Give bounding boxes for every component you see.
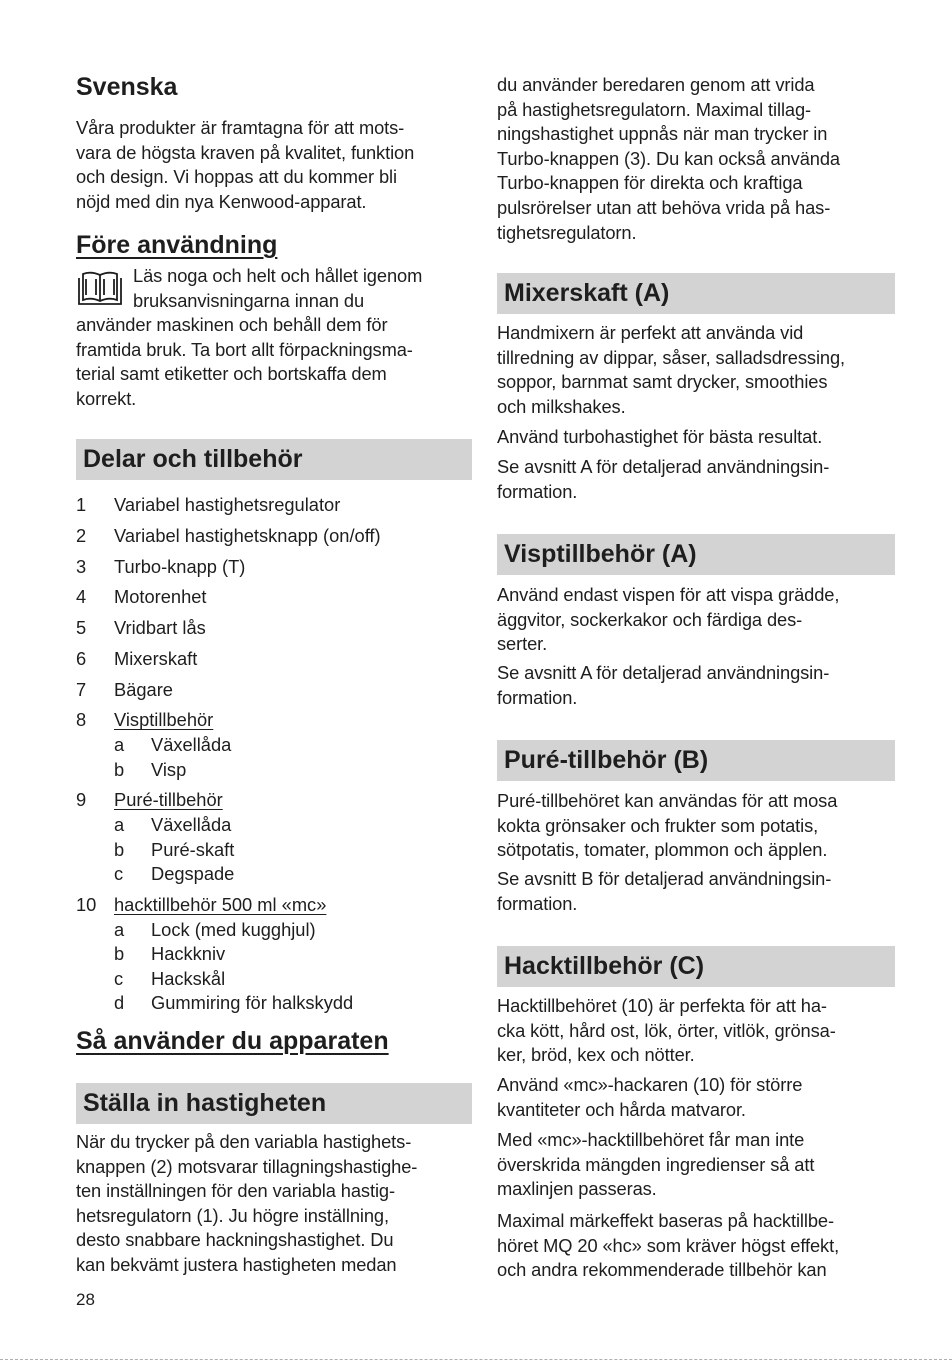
speed-text-continued: du använder beredaren genom att vrida på hastighetsregulatorn. Maximal tillag- ningshastighet uppnås när man trycker in Turbo-knappen (3). Du kan också använda Turbo-knappen för direkta och kraftiga pulsrörelser utan att behöva vrida på has- tighetsregulatorn. bbox=[497, 74, 840, 243]
sub-letter: c bbox=[114, 967, 124, 989]
list-item bbox=[76, 708, 472, 782]
item-number: 6 bbox=[76, 647, 87, 669]
sub-label: Växellåda bbox=[151, 734, 232, 756]
item-number: 4 bbox=[76, 586, 87, 608]
sub-label: Hackkniv bbox=[151, 943, 226, 965]
item-label: hacktillbehör 500 ml «mc» bbox=[114, 894, 327, 915]
mixer-paragraph-2: Använd turbohastighet för bästa resultat. bbox=[497, 426, 823, 447]
sub-list-item bbox=[76, 991, 472, 1016]
item-number: 9 bbox=[76, 789, 87, 811]
item-number: 2 bbox=[76, 524, 87, 546]
sub-label: Växellåda bbox=[151, 814, 232, 836]
puree-heading: Puré-tillbehör (B) bbox=[497, 740, 895, 781]
item-label: Mixerskaft bbox=[114, 647, 198, 669]
sub-list-item bbox=[76, 862, 472, 887]
item-number: 5 bbox=[76, 617, 87, 639]
mixer-paragraph-1: Handmixern är perfekt att använda vid tillredning av dippar, såser, salladsdressing, soppor, barnmat samt drycker, smoothies och milkshakes. bbox=[497, 322, 846, 417]
item-number: 1 bbox=[76, 494, 87, 515]
sub-letter: c bbox=[114, 863, 124, 885]
sub-list-item bbox=[76, 758, 472, 783]
chop-heading: Hacktillbehör (C) bbox=[497, 946, 895, 987]
intro-paragraph: Våra produkter är framtagna för att mots- vara de högsta kraven på kvalitet, funktion och design. Vi hoppas att du kommer bli nöjd med din nya Kenwood-apparat. bbox=[76, 117, 415, 212]
speed-heading: Ställa in hastigheten bbox=[76, 1083, 472, 1124]
sub-list bbox=[76, 733, 472, 782]
item-number: 8 bbox=[76, 709, 87, 731]
sub-list-item bbox=[76, 838, 472, 863]
sub-letter: b bbox=[114, 943, 125, 965]
item-label: Visptillbehör bbox=[114, 709, 214, 731]
sub-label: Hackskål bbox=[151, 967, 226, 989]
before-use-text-indented: Läs noga och helt och hållet igenom bruksanvisningarna innan du bbox=[133, 265, 423, 311]
page-number: 28 bbox=[76, 1290, 95, 1309]
item-label: Variabel hastighetsregulator bbox=[114, 494, 341, 515]
item-label: Motorenhet bbox=[114, 586, 207, 608]
list-item bbox=[76, 585, 472, 610]
speed-text: När du trycker på den variabla hastighets- knappen (2) motsvarar tillagningshastighe- ten inställningen för den variabla hastig- hetsregulatorn (1). Ju högre inställning, desto snabbare hackningshastighet. Du kan bekvämt justera hastigheten medan bbox=[76, 1131, 418, 1275]
sub-list-item bbox=[76, 813, 472, 838]
sub-letter: b bbox=[114, 758, 125, 780]
book-icon bbox=[76, 268, 124, 308]
whisk-paragraph-1: Använd endast vispen för att vispa grädde, äggvitor, sockerkakor och färdiga des- serter. bbox=[497, 584, 840, 655]
chop-paragraph-4: Maximal märkeffekt baseras på hacktillbe- höret MQ 20 «hc» som kräver högst effekt, och andra rekommenderade tillbehör kan bbox=[497, 1210, 840, 1281]
sub-label: Puré-skaft bbox=[151, 838, 235, 860]
item-label: Turbo-knapp (T) bbox=[114, 555, 246, 577]
how-to-heading: Så använder du apparaten bbox=[76, 1027, 389, 1055]
sub-letter: b bbox=[114, 838, 125, 860]
whisk-paragraph-2: Se avsnitt A för detaljerad användningsin- formation. bbox=[497, 662, 830, 708]
sub-list-item bbox=[76, 942, 472, 967]
sub-letter: d bbox=[114, 992, 125, 1014]
item-label: Bägare bbox=[114, 678, 173, 700]
sub-label: Visp bbox=[151, 758, 187, 780]
item-label: Variabel hastighetsknapp (on/off) bbox=[114, 524, 381, 546]
sub-letter: a bbox=[114, 918, 125, 940]
sub-list-item bbox=[76, 733, 472, 758]
list-item bbox=[76, 524, 472, 549]
item-number: 7 bbox=[76, 678, 87, 700]
list-item bbox=[76, 678, 472, 703]
sub-list-item bbox=[76, 967, 472, 992]
sub-list-item bbox=[76, 918, 472, 943]
list-item bbox=[76, 788, 472, 886]
bottom-rule bbox=[0, 1359, 952, 1360]
item-number: 10 bbox=[76, 894, 97, 915]
list-item bbox=[76, 893, 472, 1016]
sub-list bbox=[76, 813, 472, 887]
parts-heading: Delar och tillbehör bbox=[76, 439, 472, 480]
language-heading: Svenska bbox=[76, 73, 178, 101]
chop-paragraph-2: Använd «mc»-hackaren (10) för större kvantiteter och hårda matvaror. bbox=[497, 1074, 803, 1120]
sub-label: Gummiring för halkskydd bbox=[151, 992, 354, 1014]
item-number: 3 bbox=[76, 555, 87, 577]
list-item bbox=[76, 493, 472, 518]
list-item bbox=[76, 647, 472, 672]
list-item bbox=[76, 555, 472, 580]
list-item bbox=[76, 616, 472, 641]
puree-paragraph-1: Puré-tillbehöret kan användas för att mosa kokta grönsaker och frukter som potatis, sötpotatis, tomater, plommon och äpplen. bbox=[497, 790, 838, 861]
mixer-paragraph-3: Se avsnitt A för detaljerad användningsin- formation. bbox=[497, 456, 830, 502]
before-use-heading: Före användning bbox=[76, 231, 278, 259]
chop-paragraph-3: Med «mc»-hacktillbehöret får man inte överskrida mängden ingredienser så att maxlinjen passeras. bbox=[497, 1129, 815, 1200]
sub-label: Degspade bbox=[151, 863, 235, 885]
before-use-text: använder maskinen och behåll dem för framtida bruk. Ta bort allt förpackningsma- terial samt etiketter och bortskaffa dem korrekt. bbox=[76, 314, 413, 409]
mixer-heading: Mixerskaft (A) bbox=[497, 273, 895, 314]
whisk-heading: Visptillbehör (A) bbox=[497, 534, 895, 575]
parts-list bbox=[76, 493, 472, 1016]
item-label: Vridbart lås bbox=[114, 617, 206, 639]
item-label: Puré-tillbehör bbox=[114, 789, 223, 811]
sub-list bbox=[76, 918, 472, 1016]
sub-label: Lock (med kugghjul) bbox=[151, 918, 316, 940]
sub-letter: a bbox=[114, 734, 125, 756]
puree-paragraph-2: Se avsnitt B för detaljerad användningsin- formation. bbox=[497, 868, 832, 914]
sub-letter: a bbox=[114, 814, 125, 836]
chop-paragraph-1: Hacktillbehöret (10) är perfekta för att ha- cka kött, hård ost, lök, örter, vitlök, grönsa- ker, bröd, kex och nötter. bbox=[497, 995, 836, 1066]
